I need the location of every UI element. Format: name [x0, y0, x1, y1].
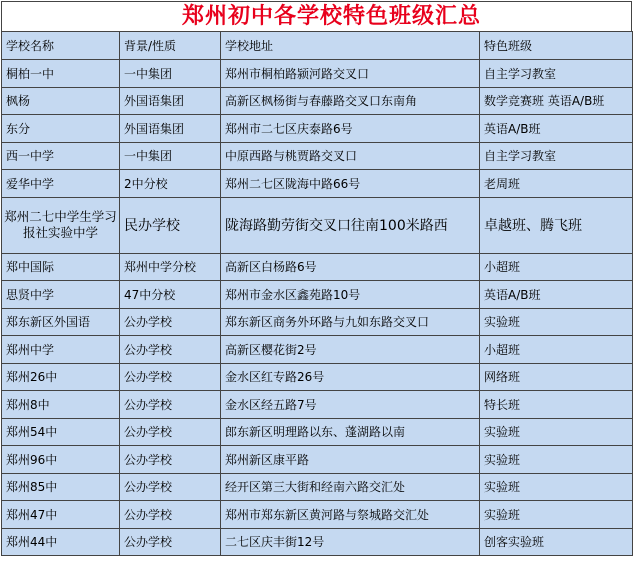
- table-cell[interactable]: 郑州市桐柏路颍河路交叉口: [221, 60, 480, 88]
- table-cell[interactable]: 一中集团: [120, 60, 221, 88]
- table-row: [2, 363, 633, 391]
- table-cell[interactable]: 经开区第三大街和经南六路交汇处: [221, 473, 480, 501]
- table-row: [2, 501, 633, 529]
- table-cell[interactable]: 东分: [2, 115, 120, 143]
- table-cell[interactable]: 2中分校: [120, 170, 221, 198]
- table-cell[interactable]: 实验班: [480, 418, 633, 446]
- table-cell[interactable]: 公办学校: [120, 391, 221, 419]
- table-cell[interactable]: 郑州中学分校: [120, 253, 221, 281]
- table-cell[interactable]: 小超班: [480, 253, 633, 281]
- table-cell[interactable]: 郑州二七区陇海中路66号: [221, 170, 480, 198]
- table-cell[interactable]: 郑州54中: [2, 418, 120, 446]
- table-cell[interactable]: 实验班: [480, 473, 633, 501]
- header-cell[interactable]: 特色班级: [480, 32, 633, 60]
- table-cell[interactable]: 英语A/B班: [480, 115, 633, 143]
- table-cell[interactable]: 公办学校: [120, 363, 221, 391]
- table-cell[interactable]: 高新区枫杨街与春藤路交叉口东南角: [221, 87, 480, 115]
- table-cell[interactable]: 一中集团: [120, 142, 221, 170]
- table-cell[interactable]: 数学竞赛班 英语A/B班: [480, 87, 633, 115]
- table-cell[interactable]: 郑州市二七区庆泰路6号: [221, 115, 480, 143]
- table-cell[interactable]: 郑州85中: [2, 473, 120, 501]
- table-cell[interactable]: 郑州44中: [2, 528, 120, 556]
- table-cell[interactable]: 郑州市郑东新区黄河路与祭城路交汇处: [221, 501, 480, 529]
- table-row: [2, 308, 633, 336]
- table-row: [2, 115, 633, 143]
- table-cell[interactable]: 郑州中学: [2, 336, 120, 364]
- table-cell[interactable]: 公办学校: [120, 473, 221, 501]
- table-cell[interactable]: 郑州8中: [2, 391, 120, 419]
- table-cell[interactable]: 公办学校: [120, 528, 221, 556]
- table-row: [2, 473, 633, 501]
- table-cell[interactable]: 创客实验班: [480, 528, 633, 556]
- table-cell[interactable]: 实验班: [480, 446, 633, 474]
- table-cell[interactable]: 英语A/B班: [480, 281, 633, 309]
- table-cell[interactable]: 爱华中学: [2, 170, 120, 198]
- sheet-title: 郑州初中各学校特色班级汇总: [1, 1, 632, 31]
- table-cell[interactable]: 高新区白杨路6号: [221, 253, 480, 281]
- table-cell[interactable]: 外国语集团: [120, 115, 221, 143]
- table-cell[interactable]: 外国语集团: [120, 87, 221, 115]
- table-cell[interactable]: 老周班: [480, 170, 633, 198]
- table-row: [2, 170, 633, 198]
- table-cell[interactable]: 郑中国际: [2, 253, 120, 281]
- table-cell[interactable]: 公办学校: [120, 418, 221, 446]
- table-cell[interactable]: 郑州二七中学生学习报社实验中学: [2, 197, 120, 253]
- table-cell[interactable]: 西一中学: [2, 142, 120, 170]
- header-cell[interactable]: 学校地址: [221, 32, 480, 60]
- table-cell[interactable]: 桐柏一中: [2, 60, 120, 88]
- table-row: [2, 336, 633, 364]
- table-cell[interactable]: 实验班: [480, 308, 633, 336]
- table-row: [2, 391, 633, 419]
- header-cell[interactable]: 背景/性质: [120, 32, 221, 60]
- table-cell[interactable]: 特长班: [480, 391, 633, 419]
- table-cell[interactable]: 郑州26中: [2, 363, 120, 391]
- table-row: [2, 142, 633, 170]
- spreadsheet: [1, 1, 632, 582]
- table-cell[interactable]: 金水区红专路26号: [221, 363, 480, 391]
- table-cell[interactable]: 郑东新区外国语: [2, 308, 120, 336]
- table-row: [2, 446, 633, 474]
- table-row: [2, 253, 633, 281]
- table-cell[interactable]: 47中分校: [120, 281, 221, 309]
- table-cell[interactable]: 枫杨: [2, 87, 120, 115]
- table-cell[interactable]: 郎东新区明理路以东、蓬湖路以南: [221, 418, 480, 446]
- table-row: [2, 528, 633, 556]
- schools-table: [1, 31, 633, 556]
- table-cell[interactable]: 郑州市金水区鑫苑路10号: [221, 281, 480, 309]
- table-row: [2, 281, 633, 309]
- table-cell[interactable]: 郑州96中: [2, 446, 120, 474]
- table-cell[interactable]: 郑州新区康平路: [221, 446, 480, 474]
- table-row: [2, 197, 633, 253]
- table-cell[interactable]: 高新区樱花街2号: [221, 336, 480, 364]
- table-cell[interactable]: 自主学习教室: [480, 142, 633, 170]
- table-cell[interactable]: 金水区经五路7号: [221, 391, 480, 419]
- header-row: [2, 32, 633, 60]
- table-cell[interactable]: 公办学校: [120, 336, 221, 364]
- table-cell[interactable]: 郑东新区商务外环路与九如东路交叉口: [221, 308, 480, 336]
- table-cell[interactable]: 公办学校: [120, 308, 221, 336]
- table-row: [2, 418, 633, 446]
- table-cell[interactable]: 公办学校: [120, 446, 221, 474]
- table-cell[interactable]: 自主学习教室: [480, 60, 633, 88]
- table-cell[interactable]: 中原西路与桃贾路交叉口: [221, 142, 480, 170]
- table-cell[interactable]: 公办学校: [120, 501, 221, 529]
- table-cell[interactable]: 网络班: [480, 363, 633, 391]
- table-row: [2, 87, 633, 115]
- table-cell[interactable]: 郑州47中: [2, 501, 120, 529]
- table-cell[interactable]: 民办学校: [120, 197, 221, 253]
- table-cell[interactable]: 小超班: [480, 336, 633, 364]
- table-cell[interactable]: 二七区庆丰街12号: [221, 528, 480, 556]
- table-row: [2, 60, 633, 88]
- table-cell[interactable]: 实验班: [480, 501, 633, 529]
- header-cell[interactable]: 学校名称: [2, 32, 120, 60]
- table-cell[interactable]: 卓越班、腾飞班: [480, 197, 633, 253]
- table-cell[interactable]: 陇海路勤劳街交叉口往南100米路西: [221, 197, 480, 253]
- table-cell[interactable]: 思贤中学: [2, 281, 120, 309]
